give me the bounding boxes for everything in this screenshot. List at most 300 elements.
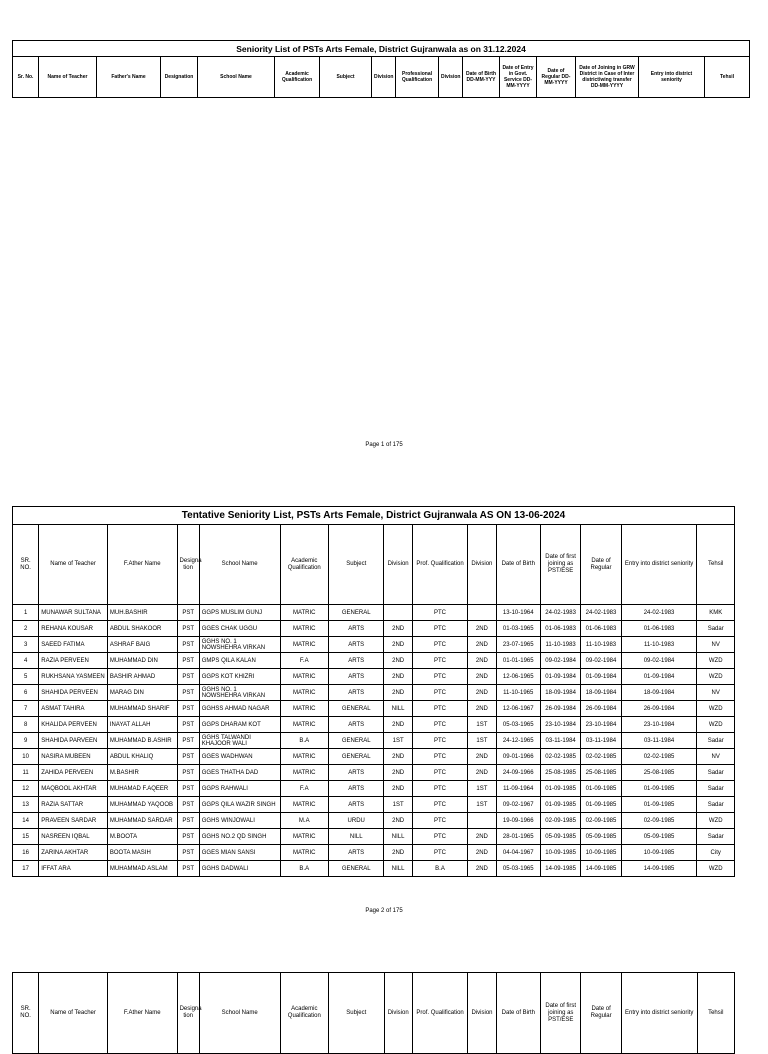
table-cell: GENERAL <box>328 733 384 749</box>
table-cell: 01-06-1983 <box>581 621 621 637</box>
table-cell: PRAVEEN SARDAR <box>39 813 108 829</box>
table-cell: PST <box>177 765 199 781</box>
table-row <box>13 797 735 813</box>
column-header: Date of Regular DD-MM-YYYY <box>537 57 576 98</box>
table-cell: 23-10-1984 <box>621 717 697 733</box>
column-header: Division <box>439 57 463 98</box>
column-header: Date of Regular <box>581 973 621 1054</box>
table-cell: GGES WADHWAN <box>199 749 280 765</box>
table-cell: KHALIDA PERVEEN <box>39 717 108 733</box>
column-header: Academic Qualification <box>280 973 328 1054</box>
table-cell: MATRIC <box>280 669 328 685</box>
table-cell: ZARINA AKHTAR <box>39 845 108 861</box>
column-header: Name of Teacher <box>39 57 97 98</box>
table-cell: 7 <box>13 701 39 717</box>
table-cell: 2ND <box>468 765 496 781</box>
column-header: SR. NO. <box>13 973 39 1054</box>
table-cell: ARTS <box>328 717 384 733</box>
table-cell: NV <box>697 749 735 765</box>
column-header: SR. NO. <box>13 525 39 605</box>
table-cell: GGES THATHA DAD <box>199 765 280 781</box>
table-cell: 18-09-1984 <box>540 685 580 701</box>
table-cell: M.BOOTA <box>107 829 177 845</box>
table-row <box>13 813 735 829</box>
table-cell: 01-09-1985 <box>621 781 697 797</box>
table-cell: WZD <box>697 669 735 685</box>
header-row <box>13 973 735 1054</box>
table-cell: 03-11-1984 <box>540 733 580 749</box>
column-header: F.Ather Name <box>107 525 177 605</box>
table-cell: 05-09-1985 <box>621 829 697 845</box>
table-cell: 09-02-1984 <box>540 653 580 669</box>
table-cell: 25-08-1985 <box>540 765 580 781</box>
column-header: Subject <box>329 973 385 1054</box>
table-cell: 1ST <box>468 797 496 813</box>
table-cell: PTC <box>412 669 468 685</box>
table-cell: B.A <box>412 861 468 877</box>
table-cell: NASREEN IQBAL <box>39 829 108 845</box>
table-cell: 2ND <box>384 749 412 765</box>
column-header: Date of Birth <box>496 973 540 1054</box>
table-cell: 8 <box>13 717 39 733</box>
table-cell: 01-09-1984 <box>581 669 621 685</box>
seniority-table-page-3 <box>12 972 735 1054</box>
table-cell: GGPS DHARAM KOT <box>199 717 280 733</box>
table-cell: GGES MIAN SANSI <box>199 845 280 861</box>
table-cell: NV <box>697 685 735 701</box>
table-cell: 2ND <box>468 701 496 717</box>
table-cell: ABDUL SHAKOOR <box>107 621 177 637</box>
table-cell: 16 <box>13 845 39 861</box>
table-row <box>13 733 735 749</box>
table-cell <box>468 813 496 829</box>
table-cell: M.BASHIR <box>107 765 177 781</box>
table-cell: City <box>697 845 735 861</box>
table-cell: 2ND <box>384 669 412 685</box>
table-cell: Sadar <box>697 621 735 637</box>
table-cell: 11-10-1983 <box>581 637 621 653</box>
column-header: Designa tion <box>177 525 199 605</box>
table-cell: ARTS <box>328 797 384 813</box>
table-cell: SAEED FATIMA <box>39 637 108 653</box>
table-cell: PTC <box>412 685 468 701</box>
table-cell: 11-10-1983 <box>621 637 697 653</box>
column-header: Academic Qualification <box>280 525 328 605</box>
table-cell: 04-04-1967 <box>496 845 540 861</box>
column-header: Division <box>468 525 496 605</box>
table-cell: RAZIA SATTAR <box>39 797 108 813</box>
table-cell: 10-09-1985 <box>581 845 621 861</box>
table-row <box>13 621 735 637</box>
table-cell: M.A <box>280 813 328 829</box>
table-cell: ARTS <box>328 637 384 653</box>
table-row <box>13 653 735 669</box>
table-cell: MATRIC <box>280 749 328 765</box>
table-cell: MUH.BASHIR <box>107 605 177 621</box>
table-cell: 09-02-1967 <box>496 797 540 813</box>
table-cell: 4 <box>13 653 39 669</box>
table-cell: ARTS <box>328 685 384 701</box>
table-cell: 2ND <box>468 637 496 653</box>
table-cell: 14-09-1985 <box>621 861 697 877</box>
table-row <box>13 701 735 717</box>
table-cell: MATRIC <box>280 605 328 621</box>
table-cell: MATRIC <box>280 797 328 813</box>
column-header: Date of first joining as PST/ESE <box>540 525 580 605</box>
table-cell: 2ND <box>468 621 496 637</box>
table-cell: 10-09-1985 <box>621 845 697 861</box>
table-cell: ZAHIDA PERVEEN <box>39 765 108 781</box>
column-header: Subject <box>320 57 372 98</box>
column-header: Date of first joining as PST/ESE <box>541 973 581 1054</box>
table-cell: ARTS <box>328 781 384 797</box>
table-cell: 02-02-1985 <box>621 749 697 765</box>
table-cell: 05-09-1985 <box>581 829 621 845</box>
seniority-table-page-2 <box>12 506 735 877</box>
table-cell: 11 <box>13 765 39 781</box>
column-header: Division <box>384 973 412 1054</box>
table-cell: PST <box>177 749 199 765</box>
table-cell: GENERAL <box>328 749 384 765</box>
table-cell: BOOTA MASIH <box>107 845 177 861</box>
table-cell: GGHS NO. 1 NOWSHEHRA VIRKAN <box>199 637 280 653</box>
page-1-footer: Page 1 of 175 <box>365 442 403 448</box>
table-cell: 2ND <box>384 653 412 669</box>
table-cell: 14-09-1985 <box>581 861 621 877</box>
table-cell: PTC <box>412 845 468 861</box>
column-header: Designation <box>161 57 198 98</box>
table-cell: 05-03-1965 <box>496 717 540 733</box>
table-cell: 6 <box>13 685 39 701</box>
table-cell: PTC <box>412 621 468 637</box>
table-cell: 1ST <box>468 733 496 749</box>
table-cell: WZD <box>697 701 735 717</box>
table-cell: PTC <box>412 749 468 765</box>
table-cell: GGHS NO.2 QD SINGH <box>199 829 280 845</box>
column-header: Division <box>384 525 412 605</box>
table-cell: 17 <box>13 861 39 877</box>
table-cell: 2ND <box>384 845 412 861</box>
table-row <box>13 605 735 621</box>
table-cell: PTC <box>412 733 468 749</box>
table-cell: PTC <box>412 605 468 621</box>
header-row <box>13 57 750 98</box>
table-cell: 24-12-1965 <box>496 733 540 749</box>
table-cell: NILL <box>328 829 384 845</box>
table-cell: MATRIC <box>280 685 328 701</box>
table-cell: MATRIC <box>280 621 328 637</box>
table-cell <box>468 605 496 621</box>
table-cell: MUHAMMAD ASLAM <box>107 861 177 877</box>
table-cell: 2ND <box>468 845 496 861</box>
table-cell: 09-01-1966 <box>496 749 540 765</box>
table-cell: 2ND <box>468 653 496 669</box>
table-cell: IFFAT ARA <box>39 861 108 877</box>
table-cell: MATRIC <box>280 701 328 717</box>
table-cell: 15 <box>13 829 39 845</box>
table-cell: 01-09-1984 <box>621 669 697 685</box>
table-cell: 13 <box>13 797 39 813</box>
table-cell: GENERAL <box>328 605 384 621</box>
table-cell: GGHS NO. 1 NOWSHEHRA VIRKAN <box>199 685 280 701</box>
table-cell: 18-09-1984 <box>581 685 621 701</box>
table-cell: PTC <box>412 701 468 717</box>
table-cell: NASIRA MUBEEN <box>39 749 108 765</box>
table-cell: PTC <box>412 653 468 669</box>
table-cell: REHANA KOUSAR <box>39 621 108 637</box>
column-header: Academic Qualification <box>275 57 320 98</box>
table-cell: PST <box>177 717 199 733</box>
table-cell: PST <box>177 845 199 861</box>
table-cell: MUHAMMAD B.ASHIR <box>107 733 177 749</box>
table-row <box>13 781 735 797</box>
table-cell: 2ND <box>384 813 412 829</box>
table-cell: ASHRAF BAIG <box>107 637 177 653</box>
table-cell: 12-06-1967 <box>496 701 540 717</box>
table-cell: GGHS WINJOWALI <box>199 813 280 829</box>
table-cell: PST <box>177 861 199 877</box>
table-cell: B.A <box>280 733 328 749</box>
table-cell: MAQBOOL AKHTAR <box>39 781 108 797</box>
table-cell: 28-01-1965 <box>496 829 540 845</box>
table-cell: PST <box>177 637 199 653</box>
table-cell: MATRIC <box>280 829 328 845</box>
table-cell: 25-08-1985 <box>621 765 697 781</box>
table-cell: Sadar <box>697 797 735 813</box>
table-cell: WZD <box>697 717 735 733</box>
table-cell: 2ND <box>384 685 412 701</box>
table-cell: URDU <box>328 813 384 829</box>
table-cell: 3 <box>13 637 39 653</box>
column-header: Date of Birth <box>496 525 540 605</box>
column-header: Tehsil <box>705 57 750 98</box>
table-cell: 19-09-1966 <box>496 813 540 829</box>
table-cell: 24-02-1983 <box>621 605 697 621</box>
table-cell: 01-06-1983 <box>621 621 697 637</box>
table-cell <box>384 605 412 621</box>
table-cell: NILL <box>384 861 412 877</box>
table-cell: MATRIC <box>280 765 328 781</box>
table-cell: 02-09-1985 <box>540 813 580 829</box>
column-header: Date of Entry in Govt. Service DD-MM-YYYY <box>500 57 537 98</box>
table-cell: GGPS RAHWALI <box>199 781 280 797</box>
table-cell: RAZIA PERVEEN <box>39 653 108 669</box>
table-cell: MUHAMMAD SHARIF <box>107 701 177 717</box>
table-cell: Sadar <box>697 733 735 749</box>
table-cell: 14 <box>13 813 39 829</box>
column-header: Division <box>468 973 496 1054</box>
table-cell: 9 <box>13 733 39 749</box>
table-cell: Sadar <box>697 781 735 797</box>
column-header: Name of Teacher <box>39 525 108 605</box>
table-cell: F.A <box>280 781 328 797</box>
table-cell: 2 <box>13 621 39 637</box>
table-cell: Sadar <box>697 829 735 845</box>
table-cell: ARTS <box>328 845 384 861</box>
table-row <box>13 637 735 653</box>
table-cell: 26-09-1984 <box>621 701 697 717</box>
table-cell: 02-09-1985 <box>621 813 697 829</box>
table-row <box>13 765 735 781</box>
table-cell: 01-09-1985 <box>581 781 621 797</box>
table-cell: 05-09-1985 <box>540 829 580 845</box>
table-cell: 01-01-1965 <box>496 653 540 669</box>
page-1-title: Seniority List of PSTs Arts Female, District Gujranwala as on 31.12.2024 <box>13 41 750 57</box>
table-cell: 26-09-1984 <box>581 701 621 717</box>
table-cell: 24-09-1966 <box>496 765 540 781</box>
table-cell: GENERAL <box>328 861 384 877</box>
table-cell: GGPS KOT KHIZRI <box>199 669 280 685</box>
column-header: Professional Qualification <box>396 57 439 98</box>
table-cell: GMPS QILA KALAN <box>199 653 280 669</box>
column-header: Entry into district seniority <box>639 57 705 98</box>
seniority-table-page-1 <box>12 40 750 98</box>
table-cell: 01-03-1965 <box>496 621 540 637</box>
table-cell: 03-11-1984 <box>621 733 697 749</box>
table-cell: 1ST <box>384 733 412 749</box>
table-cell: 23-07-1965 <box>496 637 540 653</box>
table-cell: 02-02-1985 <box>581 749 621 765</box>
table-cell: 26-09-1984 <box>540 701 580 717</box>
table-cell: PTC <box>412 813 468 829</box>
table-cell: GENERAL <box>328 701 384 717</box>
table-cell: NILL <box>384 829 412 845</box>
table-cell: 10 <box>13 749 39 765</box>
table-cell: 01-09-1985 <box>581 797 621 813</box>
table-cell: 01-09-1985 <box>621 797 697 813</box>
table-cell: PTC <box>412 781 468 797</box>
table-cell: 1ST <box>468 781 496 797</box>
table-cell: 01-09-1985 <box>540 781 580 797</box>
column-header: Tehsil <box>697 525 735 605</box>
table-cell: WZD <box>697 861 735 877</box>
table-row <box>13 669 735 685</box>
table-cell: 2ND <box>384 717 412 733</box>
column-header: Date of Birth DD-MM-YYY <box>463 57 500 98</box>
table-cell: KMK <box>697 605 735 621</box>
table-cell: ARTS <box>328 621 384 637</box>
table-cell: Sadar <box>697 765 735 781</box>
column-header: Prof. Qualification <box>412 525 468 605</box>
column-header: Date of Joining in GRW District in Case of Inter district/wing transfer DD-MM-YYYY <box>576 57 639 98</box>
table-cell: 2ND <box>384 765 412 781</box>
table-cell: F.A <box>280 653 328 669</box>
column-header: School Name <box>199 973 280 1054</box>
column-header: Name of Teacher <box>39 973 108 1054</box>
table-cell: GGES CHAK UGGU <box>199 621 280 637</box>
column-header: Designa tion <box>177 973 199 1054</box>
table-cell: 18-09-1984 <box>621 685 697 701</box>
table-cell: 12-06-1965 <box>496 669 540 685</box>
table-cell: MUHAMMAD YAQOOB <box>107 797 177 813</box>
table-cell: NILL <box>384 701 412 717</box>
table-cell: 2ND <box>384 781 412 797</box>
column-header: Prof. Qualification <box>412 973 468 1054</box>
column-header: Sr. No. <box>13 57 39 98</box>
page-2-footer: Page 2 of 175 <box>365 908 403 914</box>
table-cell: WZD <box>697 653 735 669</box>
table-cell: MARAG DIN <box>107 685 177 701</box>
table-cell: 09-02-1984 <box>581 653 621 669</box>
column-header: Entry into district seniority <box>621 973 697 1054</box>
table-cell: 5 <box>13 669 39 685</box>
table-cell: SHAHIDA PERVEEN <box>39 685 108 701</box>
column-header: Division <box>372 57 396 98</box>
table-cell: 12 <box>13 781 39 797</box>
table-cell: PST <box>177 669 199 685</box>
table-cell: PST <box>177 701 199 717</box>
table-cell: GGHSS AHMAD NAGAR <box>199 701 280 717</box>
table-row <box>13 685 735 701</box>
table-cell: MATRIC <box>280 717 328 733</box>
table-row <box>13 861 735 877</box>
table-cell: 01-06-1983 <box>540 621 580 637</box>
column-header: Father's Name <box>97 57 161 98</box>
table-cell: 1 <box>13 605 39 621</box>
table-cell: B.A <box>280 861 328 877</box>
header-row <box>13 525 735 605</box>
table-cell: 2ND <box>384 637 412 653</box>
table-cell: NV <box>697 637 735 653</box>
table-cell: 25-08-1985 <box>581 765 621 781</box>
table-cell: PTC <box>412 717 468 733</box>
column-header: Entry into district seniority <box>621 525 697 605</box>
table-cell: PTC <box>412 829 468 845</box>
table-cell: GGHS DADWALI <box>199 861 280 877</box>
table-cell: MATRIC <box>280 637 328 653</box>
table-cell: 2ND <box>468 749 496 765</box>
table-row <box>13 749 735 765</box>
column-header: Tehsil <box>697 973 734 1054</box>
column-header: F.Ather Name <box>107 973 177 1054</box>
table-row <box>13 717 735 733</box>
table-cell: 11-10-1983 <box>540 637 580 653</box>
table-cell: PTC <box>412 797 468 813</box>
table-cell: ARTS <box>328 669 384 685</box>
table-cell: MATRIC <box>280 845 328 861</box>
table-cell: WZD <box>697 813 735 829</box>
table-cell: 01-09-1985 <box>540 797 580 813</box>
table-cell: 10-09-1985 <box>540 845 580 861</box>
table-cell: 01-09-1984 <box>540 669 580 685</box>
table-cell: 11-10-1965 <box>496 685 540 701</box>
table-cell: PST <box>177 813 199 829</box>
table-cell: 23-10-1984 <box>581 717 621 733</box>
table-cell: PTC <box>412 637 468 653</box>
table-cell: ABDUL KHALIQ <box>107 749 177 765</box>
table-cell: MUHAMMAD DIN <box>107 653 177 669</box>
table-cell: MUHAMAD F.AQEER <box>107 781 177 797</box>
table-cell: SHAHIDA PARVEEN <box>39 733 108 749</box>
table-cell: PST <box>177 733 199 749</box>
table-cell: 03-11-1984 <box>581 733 621 749</box>
table-cell: PST <box>177 797 199 813</box>
column-header: Date of Regular <box>581 525 621 605</box>
table-cell: RUKHSANA YASMEEN <box>39 669 108 685</box>
table-cell: 1ST <box>384 797 412 813</box>
table-cell: GGPS QILA WAZIR SINGH <box>199 797 280 813</box>
table-cell: MUHAMMAD SARDAR <box>107 813 177 829</box>
page-2-title: Tentative Seniority List, PSTs Arts Female, District Gujranwala AS ON 13-06-2024 <box>13 507 735 525</box>
column-header: School Name <box>199 525 280 605</box>
table-cell: PST <box>177 781 199 797</box>
table-cell: 2ND <box>384 621 412 637</box>
column-header: School Name <box>198 57 275 98</box>
table-row <box>13 845 735 861</box>
table-cell: 2ND <box>468 669 496 685</box>
table-cell: PTC <box>412 765 468 781</box>
table-cell: 1ST <box>468 717 496 733</box>
